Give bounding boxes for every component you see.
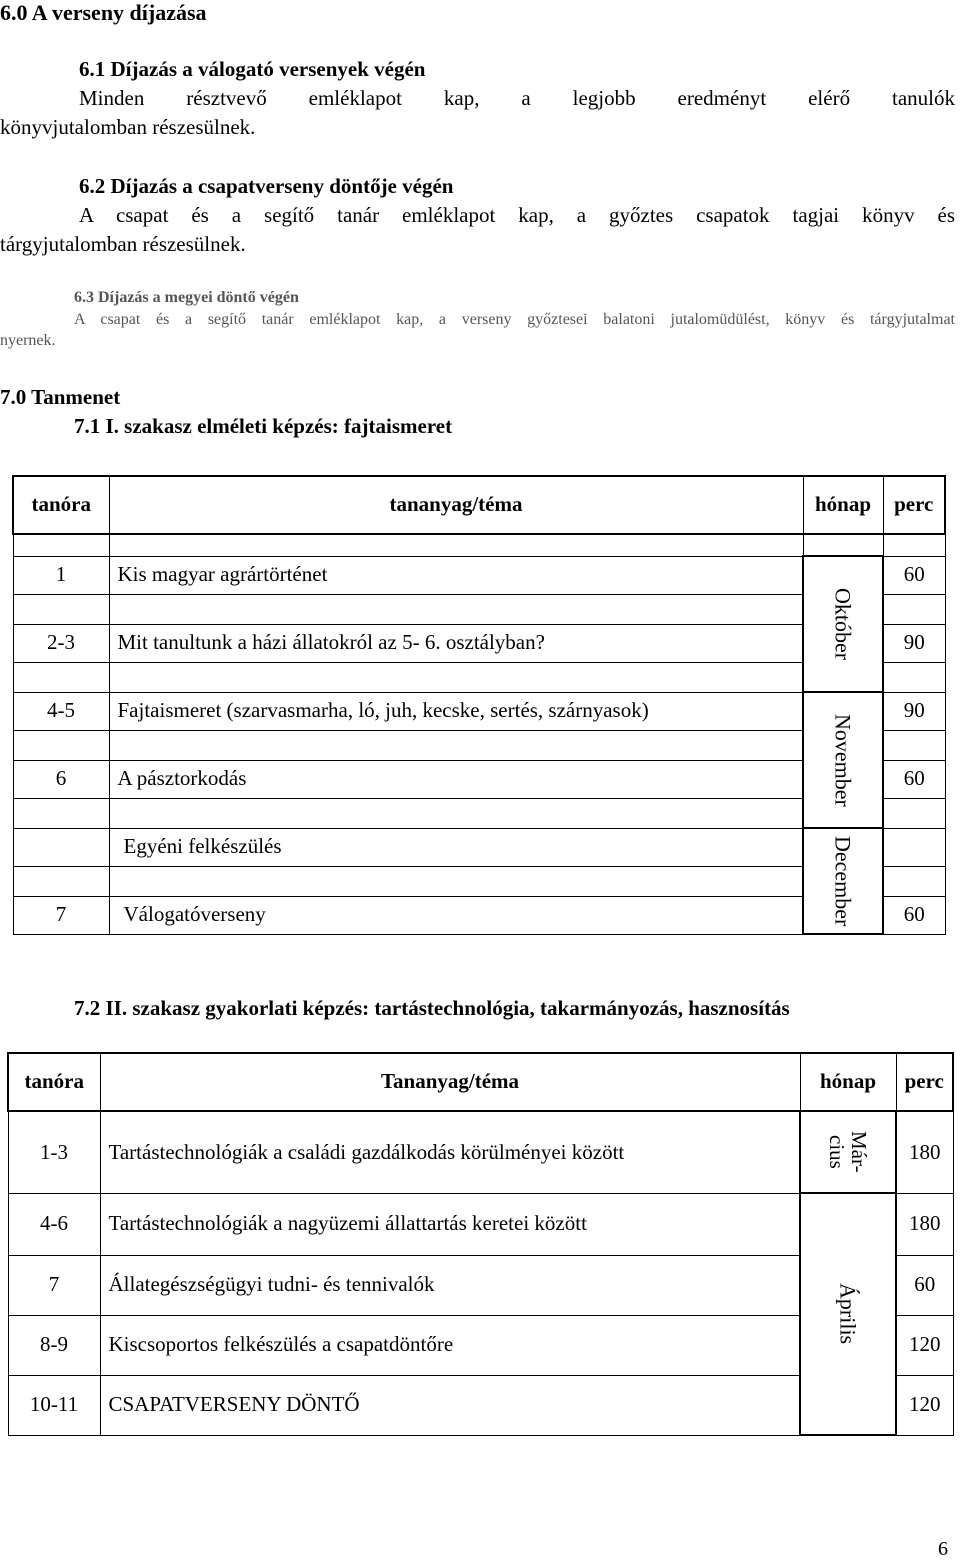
row-perc: 120: [896, 1375, 953, 1435]
row-num: 10-11: [8, 1375, 100, 1435]
table-theory: [12, 475, 946, 935]
section-6-2-line2: tárgyjutalomban részesülnek.: [0, 232, 246, 256]
row-topic: CSAPATVERSENY DÖNTŐ: [100, 1375, 800, 1435]
header-month: hónap: [800, 1053, 896, 1111]
header-month: hónap: [803, 476, 883, 534]
table-row: [13, 692, 945, 730]
header-perc: perc: [883, 476, 945, 534]
section-6-3-line2: nyernek.: [0, 332, 56, 349]
row-num: 2-3: [13, 624, 109, 662]
table-row: [8, 1193, 953, 1255]
month-cell-october: [803, 556, 883, 692]
header-topic: tananyag/téma: [109, 476, 803, 534]
month-december: December: [830, 835, 856, 927]
month-april: Április: [835, 1283, 861, 1345]
row-perc: 60: [896, 1255, 953, 1315]
header-topic: Tananyag/téma: [100, 1053, 800, 1111]
row-perc: [883, 828, 945, 866]
section-7-2-title: 7.2 II. szakasz gyakorlati képzés: tartástechnológia, takarmányozás, hasznosítás: [74, 996, 790, 1020]
section-7-1-title: 7.1 I. szakasz elméleti képzés: fajtaismeret: [74, 414, 453, 438]
row-num: 7: [8, 1255, 100, 1315]
row-perc: 60: [883, 896, 945, 934]
row-topic: Egyéni felkészülés: [109, 828, 803, 866]
row-topic: Kis magyar agrártörténet: [109, 556, 803, 594]
header-tanora: tanóra: [8, 1053, 100, 1111]
row-topic: Válogatóverseny: [109, 896, 803, 934]
section-6-2-line1: A csapat és a segítő tanár emléklapot kap, a győztes csapatok tagjai könyv és: [79, 203, 955, 227]
row-num: 6: [13, 760, 109, 798]
row-topic: A pásztorkodás: [109, 760, 803, 798]
row-topic: Kiscsoportos felkészülés a csapatdöntőre: [100, 1315, 800, 1375]
row-perc: 120: [896, 1315, 953, 1375]
section-6-1-line1: Minden résztvevő emléklapot kap, a legjobb eredményt elérő tanulók: [79, 86, 955, 110]
row-topic: Tartástechnológiák a nagyüzemi állattartás keretei között: [100, 1193, 800, 1255]
row-perc: 90: [883, 624, 945, 662]
section-6-3-title: 6.3 Díjazás a megyei döntő végén: [74, 289, 299, 306]
month-cell-april: [800, 1193, 896, 1435]
row-num: 4-6: [8, 1193, 100, 1255]
row-topic: Fajtaismeret (szarvasmarha, ló, juh, kecske, sertés, szárnyasok): [109, 692, 803, 730]
row-num: 7: [13, 896, 109, 934]
month-cell-december: [803, 828, 883, 934]
table-row: [8, 1111, 953, 1193]
row-perc: 90: [883, 692, 945, 730]
row-num: 1: [13, 556, 109, 594]
row-num: [13, 828, 109, 866]
row-topic: Tartástechnológiák a családi gazdálkodás körülményei között: [100, 1111, 800, 1193]
section-6-2-title: 6.2 Díjazás a csapatverseny döntője végén: [79, 174, 454, 198]
header-tanora: tanóra: [13, 476, 109, 534]
row-perc: 180: [896, 1193, 953, 1255]
table-row: [13, 556, 945, 594]
section-6-1-line2: könyvjutalomban részesülnek.: [0, 115, 256, 139]
row-perc: 60: [883, 760, 945, 798]
month-march: Már- cius: [825, 1131, 872, 1173]
table-practice: [7, 1052, 954, 1436]
page-number: 6: [938, 1538, 948, 1560]
row-num: 8-9: [8, 1315, 100, 1375]
row-topic: Állategészségügyi tudni- és tennivalók: [100, 1255, 800, 1315]
month-november: November: [830, 713, 856, 807]
row-num: 4-5: [13, 692, 109, 730]
section-6-1-title: 6.1 Díjazás a válogató versenyek végén: [79, 57, 426, 81]
row-num: 1-3: [8, 1111, 100, 1193]
month-cell-march: [800, 1111, 896, 1193]
section-6-3-line1: A csapat és a segítő tanár emléklapot kap, a verseny győztesei balatoni jutalomüdülést, könyv és tárgyjutalmat: [74, 311, 955, 328]
section-6-title: 6.0 A verseny díjazása: [0, 0, 207, 25]
row-perc: 60: [883, 556, 945, 594]
table-row: [13, 828, 945, 866]
month-cell-november: [803, 692, 883, 828]
month-october: Október: [830, 587, 856, 661]
section-7-title: 7.0 Tanmenet: [0, 385, 121, 409]
row-perc: 180: [896, 1111, 953, 1193]
row-topic: Mit tanultunk a házi állatokról az 5- 6. osztályban?: [109, 624, 803, 662]
header-perc: perc: [896, 1053, 953, 1111]
